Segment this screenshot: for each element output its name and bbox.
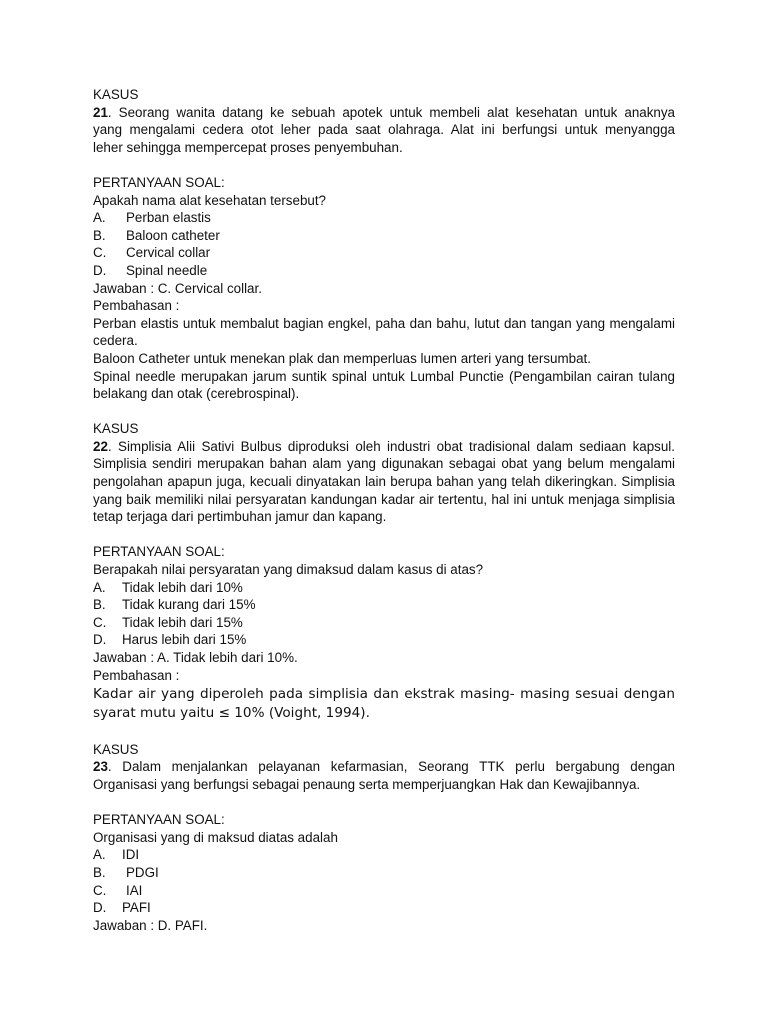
option-b: B. Baloon catheter bbox=[93, 227, 220, 243]
option-d: D. PAFI bbox=[93, 900, 151, 916]
case-text: 23. Dalam menjalankan pelayanan kefarmasian, Seorang TTK perlu bergabung dengan Organisasi yang berfungsi sebagai penaung serta memperjuangkan Hak dan Kewajibannya. bbox=[93, 759, 675, 792]
option-a: A. Tidak lebih dari 10% bbox=[93, 579, 243, 595]
case-23 bbox=[93, 741, 675, 935]
discussion-paragraph: Spinal needle merupakan jarum suntik spinal untuk Lumbal Punctie (Pengambilan cairan tulang belakang dan otak (cerebrospinal). bbox=[93, 368, 675, 402]
option-d: D. Spinal needle bbox=[93, 262, 208, 278]
question-text: Apakah nama alat kesehatan tersebut? bbox=[93, 192, 327, 208]
kasus-label: KASUS bbox=[93, 421, 139, 437]
discussion-paragraph: Kadar air yang diperoleh pada simplisia dan ekstrak masing- masing sesuai dengan syarat mutu yaitu ≤ 10% (Voight, 1994). bbox=[93, 686, 675, 722]
discussion-label: Pembahasan : bbox=[93, 298, 180, 314]
case-text-line: leher sehingga mempercepat proses penyembuhan. bbox=[93, 139, 403, 155]
option-c: C. Cervical collar bbox=[93, 245, 211, 261]
question-label: PERTANYAAN SOAL: bbox=[93, 812, 225, 828]
case-22 bbox=[93, 420, 675, 723]
option-c: C. IAI bbox=[93, 882, 143, 898]
case-text: 22. Simplisia Alii Sativi Bulbus diproduksi oleh industri obat tradisional dalam sediaan kapsul. Simplisia sendiri merupakan bahan alam yang digunakan sebagai obat yang belum mengalami pengolahan apapun juga, kecuali dinyatakan lain berupa bahan yang telah dikeringkan. Simplisia yang baik memiliki nilai persyaratan kandungan kadar air tertentu, hal ini untuk menjaga simplisia tetap terjaga dari pertimbuhan jamur dan kapang. bbox=[93, 438, 675, 525]
question-text: Organisasi yang di maksud diatas adalah bbox=[93, 829, 338, 845]
case-text-line: 21. Seorang wanita datang ke sebuah apotek untuk membeli alat kesehatan untuk anaknya bbox=[93, 104, 675, 120]
case-text-line: yang mengalami cedera otot leher pada saat olahraga. Alat ini berfungsi untuk menyangga bbox=[93, 122, 675, 138]
case-21 bbox=[93, 86, 675, 403]
kasus-label: KASUS bbox=[93, 87, 139, 102]
option-a: A. Perban elastis bbox=[93, 210, 211, 226]
answer-text: Jawaban : A. Tidak lebih dari 10%. bbox=[93, 650, 298, 665]
question-text: Berapakah nilai persyaratan yang dimaksud dalam kasus di atas? bbox=[93, 562, 484, 578]
option-a: A. IDI bbox=[93, 847, 140, 863]
option-d: D. Harus lebih dari 15% bbox=[93, 632, 247, 648]
document-page bbox=[93, 86, 675, 934]
case-number: 23 bbox=[93, 759, 108, 775]
question-label: PERTANYAAN SOAL: bbox=[93, 174, 225, 190]
question-label: PERTANYAAN SOAL: bbox=[93, 544, 225, 560]
discussion-label: Pembahasan : bbox=[93, 667, 180, 683]
answer-text: Jawaban : D. PAFI. bbox=[93, 917, 208, 933]
case-number: 22 bbox=[93, 438, 108, 454]
discussion-paragraph: Baloon Catheter untuk menekan plak dan memperluas lumen arteri yang tersumbat. bbox=[93, 350, 591, 366]
answer-text: Jawaban : C. Cervical collar. bbox=[93, 280, 262, 296]
option-c: C. Tidak lebih dari 15% bbox=[93, 614, 243, 630]
option-b: B. Tidak kurang dari 15% bbox=[93, 597, 256, 613]
kasus-label: KASUS bbox=[93, 741, 139, 757]
discussion-paragraph: Perban elastis untuk membalut bagian engkel, paha dan bahu, lutut dan tangan yang mengalami cedera. bbox=[93, 315, 675, 349]
case-number: 21 bbox=[93, 104, 108, 120]
option-b: B. PDGI bbox=[93, 864, 159, 880]
